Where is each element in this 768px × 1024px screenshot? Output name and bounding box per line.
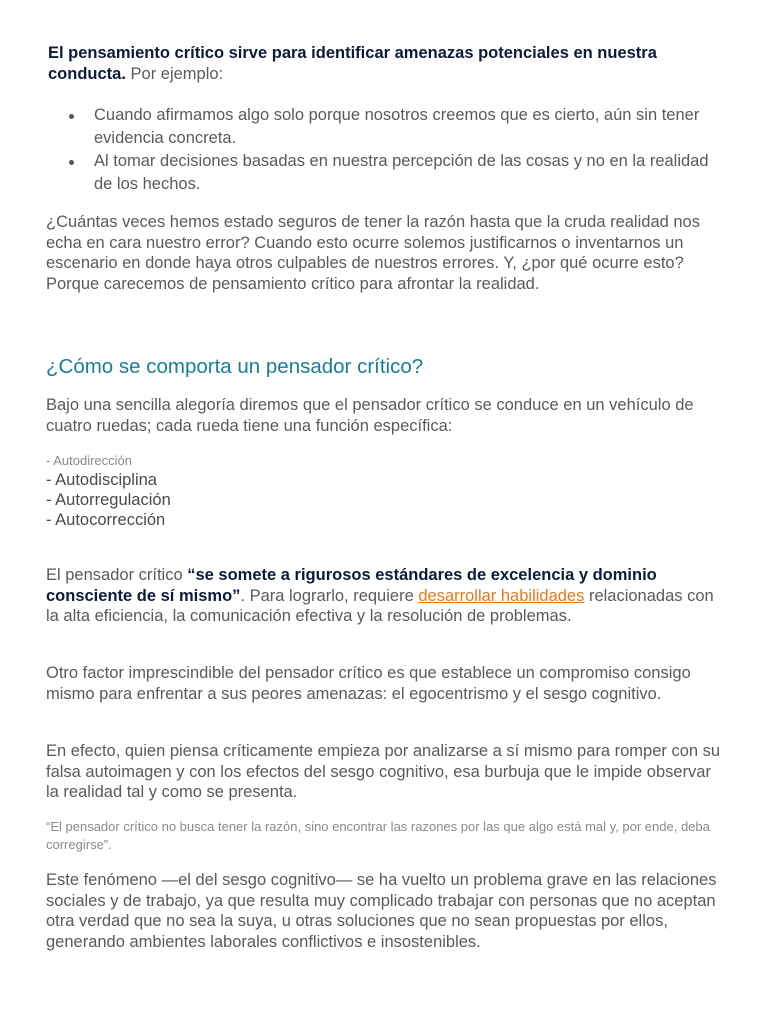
wheel-item-small: - Autodirección [46, 453, 132, 468]
bullet-item [68, 104, 728, 150]
paragraph-commitment: Otro factor imprescindible del pensador crítico es que establece un compromiso consigo mismo para enfrentar a sus peores amenazas: el egocentrismo y el sesgo cognitivo. [46, 664, 691, 703]
bullet-item [68, 150, 728, 196]
paragraph-self-analysis: En efecto, quien piensa críticamente empieza por analizarse a sí mismo para romper con su falsa autoimagen y con los efectos del sesgo cognitivo, esa burbuja que le impide observar la realidad tal y como se presenta. [46, 742, 721, 801]
pull-quote: “El pensador crítico no busca tener la razón, sino encontrar las razones por las que algo está mal y, por ende, deba corregirse”. [46, 819, 710, 852]
paragraph-allegory: Bajo una sencilla alegoría diremos que el pensador crítico se conduce en un vehículo de cuatro ruedas; cada rueda tiene una función específica: [46, 396, 694, 435]
paragraph-cognitive-bias: Este fenómeno —el del sesgo cognitivo— se ha vuelto un problema grave en las relaciones sociales y de trabajo, ya que resulta muy complicado trabajar con personas que no aceptan otra verdad que no sea la suya, u otras soluciones que no sean propuestas por ellos, generando ambientes laborales conflictivos e insostenibles. [46, 871, 717, 951]
bullet-text: Al tomar decisiones basadas en nuestra percepción de las cosas y no en la realidad de los hechos. [94, 152, 709, 193]
bullet-dot-icon [69, 160, 74, 165]
paragraph-reality: ¿Cuántas veces hemos estado seguros de tener la razón hasta que la cruda realidad nos echa en cara nuestro error? Cuando esto ocurre solemos justificarnos o inventarnos un escenario en donde haya otros culpables de nuestros errores. Y, ¿por qué ocurre esto? Porque carecemos de pensamiento crítico para afrontar la realidad. [46, 213, 700, 293]
intro-rest-text: Por ejemplo: [125, 64, 224, 83]
intro-paragraph [48, 43, 708, 84]
bullet-text: Cuando afirmamos algo solo porque nosotros creemos que es cierto, aún sin tener evidencia concreta. [94, 106, 700, 147]
paragraph-standards-tail: relacionadas con la alta eficiencia, la comunicación efectiva y la resolución de problemas. [46, 586, 714, 625]
paragraph-standards-mid: . Para lograrlo, requiere [240, 586, 419, 605]
wheel-item: - Autodisciplina [46, 471, 157, 489]
paragraph-standards-lead: El pensador crítico [46, 566, 188, 584]
wheel-item: - Autocorrección [46, 511, 166, 529]
develop-skills-link[interactable]: desarrollar habilidades [418, 586, 585, 605]
wheel-item: - Autorregulación [46, 491, 171, 509]
bullet-dot-icon [69, 114, 74, 119]
paragraph-standards [46, 565, 726, 627]
paragraph-standards-bold: “se somete a rigurosos estándares de excelencia y dominio consciente de sí mismo” [46, 566, 657, 605]
intro-bold-text: El pensamiento crítico sirve para identificar amenazas potenciales en nuestra conducta. [48, 44, 657, 83]
examples-bullet-list [68, 104, 728, 196]
section-heading: ¿Cómo se comporta un pensador crítico? [46, 355, 424, 378]
